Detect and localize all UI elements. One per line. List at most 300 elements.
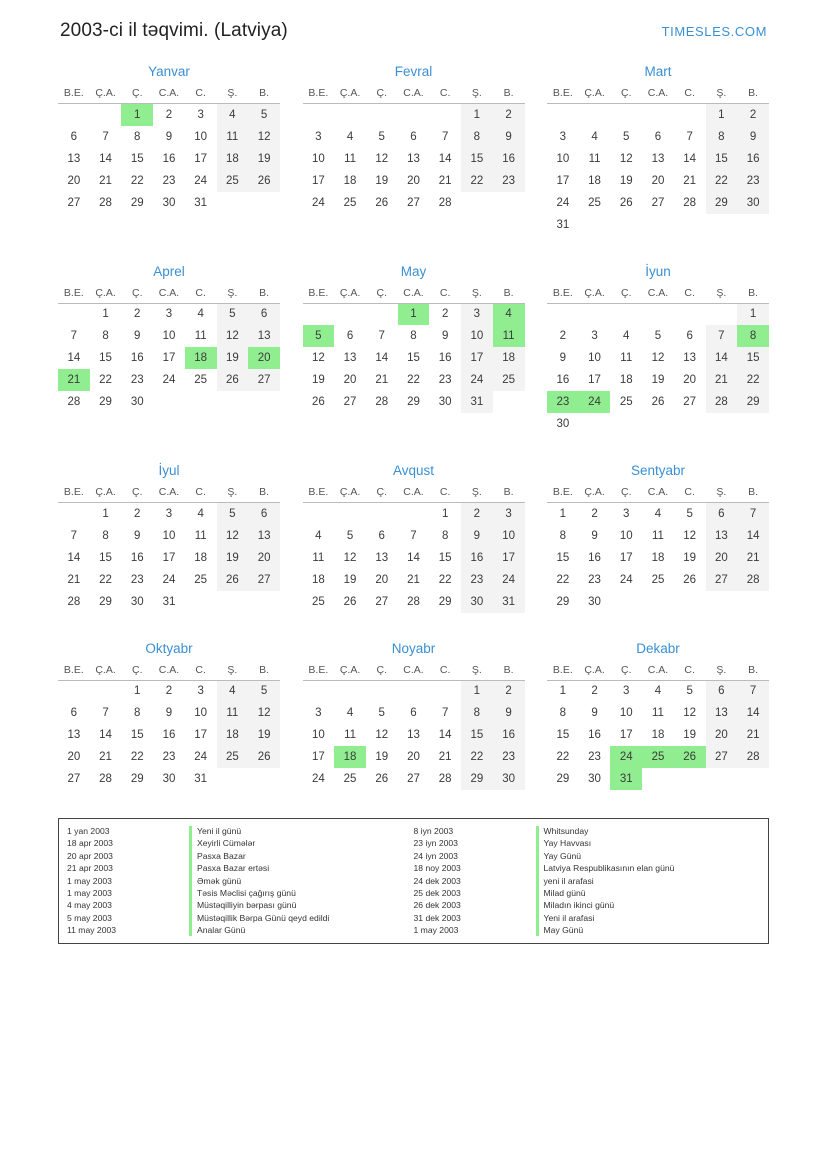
day-cell[interactable]: 20 [706, 547, 738, 569]
day-cell[interactable]: 1 [559, 507, 567, 520]
day-cell[interactable]: 3 [461, 303, 493, 325]
day-cell[interactable]: 25 [343, 773, 357, 785]
day-cell[interactable]: 15 [556, 729, 570, 741]
day-cell[interactable]: 16 [438, 352, 452, 364]
day-cell[interactable]: 3 [197, 108, 204, 121]
day-cell[interactable]: 12 [651, 352, 665, 364]
holiday-day-cell[interactable]: 24 [579, 391, 611, 413]
day-cell[interactable]: 8 [102, 330, 109, 342]
day-cell[interactable]: 27 [248, 569, 280, 591]
day-cell[interactable]: 10 [619, 529, 633, 542]
day-cell[interactable]: 29 [99, 396, 112, 408]
day-cell[interactable]: 25 [651, 573, 665, 586]
day-cell[interactable]: 15 [130, 729, 144, 741]
day-cell[interactable]: 4 [315, 529, 322, 542]
day-cell[interactable]: 19 [375, 174, 389, 187]
day-cell[interactable]: 2 [737, 104, 769, 126]
day-cell[interactable]: 30 [130, 595, 144, 608]
day-cell[interactable]: 28 [706, 391, 738, 413]
day-cell[interactable]: 4 [197, 308, 204, 321]
day-cell[interactable]: 25 [343, 196, 357, 209]
holiday-day-cell[interactable]: 20 [248, 347, 280, 369]
day-cell[interactable]: 21 [683, 174, 697, 187]
day-cell[interactable]: 16 [130, 352, 144, 364]
day-cell[interactable]: 20 [375, 573, 389, 586]
day-cell[interactable]: 6 [248, 503, 280, 525]
day-cell[interactable]: 22 [407, 374, 420, 386]
day-cell[interactable]: 8 [559, 529, 567, 542]
day-cell[interactable]: 20 [683, 374, 697, 386]
day-cell[interactable]: 30 [737, 192, 769, 214]
day-cell[interactable]: 30 [588, 773, 601, 785]
day-cell[interactable]: 20 [67, 174, 81, 187]
day-cell[interactable]: 19 [248, 724, 280, 746]
day-cell[interactable]: 27 [248, 369, 280, 391]
day-cell[interactable]: 14 [99, 729, 112, 741]
day-cell[interactable]: 31 [461, 391, 493, 413]
day-cell[interactable]: 26 [248, 746, 280, 768]
day-cell[interactable]: 12 [375, 729, 389, 741]
day-cell[interactable]: 16 [461, 547, 493, 569]
day-cell[interactable]: 1 [441, 507, 449, 520]
day-cell[interactable]: 5 [378, 707, 385, 719]
day-cell[interactable]: 29 [461, 768, 493, 790]
day-cell[interactable]: 17 [162, 352, 176, 364]
day-cell[interactable]: 24 [194, 751, 208, 763]
day-cell[interactable]: 14 [438, 152, 452, 165]
day-cell[interactable]: 9 [461, 525, 493, 547]
day-cell[interactable]: 8 [461, 702, 493, 724]
day-cell[interactable]: 5 [654, 330, 662, 342]
day-cell[interactable]: 23 [588, 751, 601, 763]
day-cell[interactable]: 21 [99, 751, 112, 763]
day-cell[interactable]: 1 [134, 685, 141, 698]
day-cell[interactable]: 27 [706, 569, 738, 591]
day-cell[interactable]: 6 [410, 707, 417, 719]
day-cell[interactable]: 21 [99, 174, 112, 187]
day-cell[interactable]: 22 [461, 170, 493, 192]
day-cell[interactable]: 28 [438, 773, 452, 785]
day-cell[interactable]: 13 [67, 729, 81, 741]
day-cell[interactable]: 20 [67, 751, 81, 763]
day-cell[interactable]: 5 [248, 104, 280, 126]
day-cell[interactable]: 19 [683, 729, 697, 741]
day-cell[interactable]: 27 [67, 773, 81, 785]
day-cell[interactable]: 27 [67, 196, 81, 209]
day-cell[interactable]: 24 [493, 569, 525, 591]
day-cell[interactable]: 17 [194, 152, 208, 165]
holiday-day-cell[interactable]: 1 [398, 303, 430, 325]
day-cell[interactable]: 22 [99, 374, 112, 386]
holiday-day-cell[interactable]: 23 [547, 391, 579, 413]
holiday-day-cell[interactable]: 26 [674, 746, 706, 768]
day-cell[interactable]: 19 [343, 573, 357, 586]
day-cell[interactable]: 12 [683, 707, 697, 719]
day-cell[interactable]: 1 [102, 308, 109, 321]
day-cell[interactable]: 30 [438, 396, 452, 408]
day-cell[interactable]: 26 [375, 196, 389, 209]
day-cell[interactable]: 1 [461, 104, 493, 126]
day-cell[interactable]: 19 [311, 374, 325, 386]
day-cell[interactable]: 26 [217, 569, 249, 591]
day-cell[interactable]: 21 [438, 174, 452, 187]
day-cell[interactable]: 6 [686, 330, 693, 342]
day-cell[interactable]: 16 [588, 551, 601, 564]
day-cell[interactable]: 10 [556, 152, 570, 165]
day-cell[interactable]: 23 [737, 170, 769, 192]
day-cell[interactable]: 19 [248, 148, 280, 170]
day-cell[interactable]: 14 [706, 347, 738, 369]
day-cell[interactable]: 10 [162, 330, 176, 342]
day-cell[interactable]: 5 [346, 529, 354, 542]
day-cell[interactable]: 4 [197, 507, 204, 520]
holiday-day-cell[interactable]: 5 [303, 325, 335, 347]
day-cell[interactable]: 30 [130, 396, 144, 408]
day-cell[interactable]: 8 [134, 707, 141, 719]
day-cell[interactable]: 9 [737, 126, 769, 148]
day-cell[interactable]: 11 [194, 529, 207, 542]
day-cell[interactable]: 29 [130, 196, 144, 209]
day-cell[interactable]: 9 [493, 126, 525, 148]
day-cell[interactable]: 14 [67, 352, 81, 364]
day-cell[interactable]: 29 [407, 396, 420, 408]
day-cell[interactable]: 8 [410, 330, 417, 342]
day-cell[interactable]: 26 [619, 196, 633, 209]
day-cell[interactable]: 15 [461, 724, 493, 746]
day-cell[interactable]: 21 [706, 369, 738, 391]
day-cell[interactable]: 28 [683, 196, 697, 209]
day-cell[interactable]: 6 [346, 330, 354, 342]
day-cell[interactable]: 5 [217, 503, 249, 525]
day-cell[interactable]: 23 [162, 174, 176, 187]
day-cell[interactable]: 13 [248, 325, 280, 347]
day-cell[interactable]: 11 [344, 729, 357, 741]
day-cell[interactable]: 14 [375, 352, 389, 364]
day-cell[interactable]: 28 [67, 396, 81, 408]
holiday-day-cell[interactable]: 18 [185, 347, 217, 369]
day-cell[interactable]: 8 [102, 529, 109, 542]
day-cell[interactable]: 9 [591, 707, 598, 719]
day-cell[interactable]: 30 [493, 768, 525, 790]
day-cell[interactable]: 13 [343, 352, 357, 364]
day-cell[interactable]: 22 [556, 751, 570, 763]
day-cell[interactable]: 17 [311, 751, 325, 763]
day-cell[interactable]: 25 [217, 746, 249, 768]
day-cell[interactable]: 6 [70, 130, 78, 143]
day-cell[interactable]: 12 [248, 126, 280, 148]
day-cell[interactable]: 21 [737, 724, 769, 746]
site-brand[interactable]: TIMESLES.COM [661, 24, 767, 39]
day-cell[interactable]: 4 [623, 330, 630, 342]
day-cell[interactable]: 29 [556, 595, 570, 608]
day-cell[interactable]: 22 [556, 573, 570, 586]
day-cell[interactable]: 15 [706, 148, 738, 170]
day-cell[interactable]: 7 [441, 130, 449, 143]
day-cell[interactable]: 7 [441, 707, 449, 719]
day-cell[interactable]: 10 [588, 352, 601, 364]
day-cell[interactable]: 27 [343, 396, 357, 408]
holiday-day-cell[interactable]: 18 [334, 746, 366, 768]
day-cell[interactable]: 25 [217, 170, 249, 192]
day-cell[interactable]: 26 [343, 595, 357, 608]
day-cell[interactable]: 15 [99, 551, 112, 564]
day-cell[interactable]: 30 [461, 591, 493, 613]
day-cell[interactable]: 24 [162, 573, 176, 586]
day-cell[interactable]: 2 [493, 104, 525, 126]
day-cell[interactable]: 25 [194, 573, 208, 586]
day-cell[interactable]: 4 [346, 707, 354, 719]
day-cell[interactable]: 11 [620, 352, 633, 364]
day-cell[interactable]: 9 [134, 529, 141, 542]
day-cell[interactable]: 31 [194, 196, 208, 209]
day-cell[interactable]: 17 [461, 347, 493, 369]
day-cell[interactable]: 13 [706, 702, 738, 724]
day-cell[interactable]: 14 [737, 702, 769, 724]
day-cell[interactable]: 2 [461, 503, 493, 525]
day-cell[interactable]: 2 [441, 308, 449, 321]
day-cell[interactable]: 7 [378, 330, 385, 342]
day-cell[interactable]: 10 [493, 525, 525, 547]
day-cell[interactable]: 12 [248, 702, 280, 724]
day-cell[interactable]: 8 [706, 126, 738, 148]
day-cell[interactable]: 17 [493, 547, 525, 569]
day-cell[interactable]: 24 [194, 174, 208, 187]
day-cell[interactable]: 6 [706, 680, 738, 702]
day-cell[interactable]: 19 [375, 751, 389, 763]
day-cell[interactable]: 13 [407, 152, 420, 165]
day-cell[interactable]: 9 [441, 330, 449, 342]
holiday-day-cell[interactable]: 25 [642, 746, 674, 768]
day-cell[interactable]: 10 [311, 729, 325, 741]
day-cell[interactable]: 18 [588, 174, 601, 187]
day-cell[interactable]: 14 [438, 729, 452, 741]
day-cell[interactable]: 2 [559, 330, 567, 342]
day-cell[interactable]: 19 [651, 374, 665, 386]
holiday-day-cell[interactable]: 1 [121, 104, 153, 126]
day-cell[interactable]: 4 [346, 130, 354, 143]
day-cell[interactable]: 28 [99, 773, 112, 785]
day-cell[interactable]: 22 [461, 746, 493, 768]
day-cell[interactable]: 2 [134, 308, 141, 321]
day-cell[interactable]: 5 [248, 680, 280, 702]
day-cell[interactable]: 5 [378, 130, 385, 143]
day-cell[interactable]: 5 [217, 303, 249, 325]
day-cell[interactable]: 17 [311, 174, 325, 187]
day-cell[interactable]: 8 [461, 126, 493, 148]
day-cell[interactable]: 27 [651, 196, 665, 209]
day-cell[interactable]: 27 [375, 595, 389, 608]
day-cell[interactable]: 1 [706, 104, 738, 126]
day-cell[interactable]: 20 [407, 751, 420, 763]
day-cell[interactable]: 27 [407, 196, 420, 209]
day-cell[interactable]: 16 [130, 551, 144, 564]
day-cell[interactable]: 9 [165, 130, 173, 143]
day-cell[interactable]: 18 [194, 551, 208, 564]
day-cell[interactable]: 24 [311, 196, 325, 209]
day-cell[interactable]: 21 [67, 573, 81, 586]
day-cell[interactable]: 18 [217, 148, 249, 170]
day-cell[interactable]: 3 [559, 130, 567, 143]
day-cell[interactable]: 22 [130, 174, 144, 187]
day-cell[interactable]: 4 [217, 104, 249, 126]
day-cell[interactable]: 1 [102, 507, 109, 520]
day-cell[interactable]: 20 [248, 547, 280, 569]
day-cell[interactable]: 26 [311, 396, 325, 408]
holiday-day-cell[interactable]: 21 [58, 369, 90, 391]
day-cell[interactable]: 25 [619, 396, 633, 408]
day-cell[interactable]: 12 [343, 551, 357, 564]
day-cell[interactable]: 16 [493, 724, 525, 746]
day-cell[interactable]: 16 [162, 152, 176, 165]
day-cell[interactable]: 30 [162, 773, 176, 785]
day-cell[interactable]: 28 [737, 746, 769, 768]
day-cell[interactable]: 29 [737, 391, 769, 413]
day-cell[interactable]: 3 [591, 330, 598, 342]
day-cell[interactable]: 4 [591, 130, 598, 143]
day-cell[interactable]: 7 [410, 529, 417, 542]
day-cell[interactable]: 29 [706, 192, 738, 214]
day-cell[interactable]: 16 [737, 148, 769, 170]
holiday-day-cell[interactable]: 24 [610, 746, 642, 768]
day-cell[interactable]: 23 [130, 374, 144, 386]
day-cell[interactable]: 19 [217, 347, 249, 369]
day-cell[interactable]: 14 [737, 525, 769, 547]
day-cell[interactable]: 15 [556, 551, 570, 564]
day-cell[interactable]: 31 [194, 773, 208, 785]
day-cell[interactable]: 13 [706, 525, 738, 547]
day-cell[interactable]: 23 [438, 374, 452, 386]
day-cell[interactable]: 5 [623, 130, 630, 143]
day-cell[interactable]: 19 [619, 174, 633, 187]
day-cell[interactable]: 13 [407, 729, 420, 741]
day-cell[interactable]: 28 [737, 569, 769, 591]
day-cell[interactable]: 9 [165, 707, 173, 719]
day-cell[interactable]: 6 [654, 130, 662, 143]
day-cell[interactable]: 9 [559, 352, 567, 364]
day-cell[interactable]: 3 [623, 685, 630, 698]
holiday-day-cell[interactable]: 31 [610, 768, 642, 790]
day-cell[interactable]: 7 [737, 503, 769, 525]
day-cell[interactable]: 30 [588, 595, 601, 608]
day-cell[interactable]: 23 [461, 569, 493, 591]
day-cell[interactable]: 13 [683, 352, 697, 364]
day-cell[interactable]: 18 [493, 347, 525, 369]
day-cell[interactable]: 23 [493, 170, 525, 192]
day-cell[interactable]: 29 [556, 773, 570, 785]
day-cell[interactable]: 6 [378, 529, 385, 542]
day-cell[interactable]: 3 [315, 130, 322, 143]
holiday-day-cell[interactable]: 4 [493, 303, 525, 325]
day-cell[interactable]: 17 [162, 551, 176, 564]
day-cell[interactable]: 28 [99, 196, 112, 209]
day-cell[interactable]: 12 [683, 529, 697, 542]
day-cell[interactable]: 24 [461, 369, 493, 391]
day-cell[interactable]: 3 [493, 503, 525, 525]
day-cell[interactable]: 19 [217, 547, 249, 569]
day-cell[interactable]: 3 [165, 507, 173, 520]
day-cell[interactable]: 21 [375, 374, 389, 386]
day-cell[interactable]: 14 [683, 152, 697, 165]
day-cell[interactable]: 29 [438, 595, 452, 608]
day-cell[interactable]: 20 [343, 374, 357, 386]
day-cell[interactable]: 7 [737, 680, 769, 702]
day-cell[interactable]: 16 [588, 729, 601, 741]
day-cell[interactable]: 10 [619, 707, 633, 719]
day-cell[interactable]: 11 [312, 551, 325, 564]
day-cell[interactable]: 6 [248, 303, 280, 325]
day-cell[interactable]: 11 [588, 152, 601, 165]
day-cell[interactable]: 3 [623, 507, 630, 520]
day-cell[interactable]: 15 [130, 152, 144, 165]
day-cell[interactable]: 3 [197, 685, 204, 698]
day-cell[interactable]: 5 [686, 685, 693, 698]
day-cell[interactable]: 17 [556, 174, 570, 187]
day-cell[interactable]: 10 [162, 529, 176, 542]
day-cell[interactable]: 7 [102, 707, 109, 719]
day-cell[interactable]: 30 [556, 418, 570, 430]
day-cell[interactable]: 18 [343, 174, 357, 187]
day-cell[interactable]: 23 [588, 573, 601, 586]
day-cell[interactable]: 15 [461, 148, 493, 170]
day-cell[interactable]: 11 [651, 707, 664, 719]
day-cell[interactable]: 24 [311, 773, 325, 785]
day-cell[interactable]: 7 [70, 529, 78, 542]
day-cell[interactable]: 13 [651, 152, 665, 165]
day-cell[interactable]: 17 [194, 729, 208, 741]
day-cell[interactable]: 10 [311, 152, 325, 165]
day-cell[interactable]: 18 [311, 573, 325, 586]
day-cell[interactable]: 22 [438, 573, 452, 586]
day-cell[interactable]: 18 [619, 374, 633, 386]
day-cell[interactable]: 31 [493, 591, 525, 613]
day-cell[interactable]: 12 [311, 352, 325, 364]
day-cell[interactable]: 22 [130, 751, 144, 763]
day-cell[interactable]: 27 [706, 746, 738, 768]
day-cell[interactable]: 27 [407, 773, 420, 785]
day-cell[interactable]: 16 [162, 729, 176, 741]
day-cell[interactable]: 20 [407, 174, 420, 187]
day-cell[interactable]: 21 [737, 547, 769, 569]
day-cell[interactable]: 24 [556, 196, 570, 209]
day-cell[interactable]: 24 [162, 374, 176, 386]
day-cell[interactable]: 12 [217, 325, 249, 347]
day-cell[interactable]: 26 [651, 396, 665, 408]
day-cell[interactable]: 25 [588, 196, 601, 209]
day-cell[interactable]: 8 [559, 707, 567, 719]
day-cell[interactable]: 4 [654, 685, 662, 698]
day-cell[interactable]: 27 [683, 396, 697, 408]
day-cell[interactable]: 26 [375, 773, 389, 785]
day-cell[interactable]: 28 [375, 396, 389, 408]
day-cell[interactable]: 15 [737, 347, 769, 369]
day-cell[interactable]: 9 [134, 330, 141, 342]
day-cell[interactable]: 28 [438, 196, 452, 209]
day-cell[interactable]: 1 [559, 685, 567, 698]
holiday-day-cell[interactable]: 8 [737, 325, 769, 347]
day-cell[interactable]: 11 [194, 330, 207, 342]
day-cell[interactable]: 7 [706, 325, 738, 347]
day-cell[interactable]: 4 [217, 680, 249, 702]
day-cell[interactable]: 15 [438, 551, 452, 564]
day-cell[interactable]: 2 [134, 507, 141, 520]
day-cell[interactable]: 13 [67, 152, 81, 165]
day-cell[interactable]: 24 [619, 573, 633, 586]
day-cell[interactable]: 31 [556, 218, 570, 231]
day-cell[interactable]: 20 [651, 174, 665, 187]
day-cell[interactable]: 11 [217, 126, 249, 148]
day-cell[interactable]: 21 [438, 751, 452, 763]
day-cell[interactable]: 7 [686, 130, 693, 143]
